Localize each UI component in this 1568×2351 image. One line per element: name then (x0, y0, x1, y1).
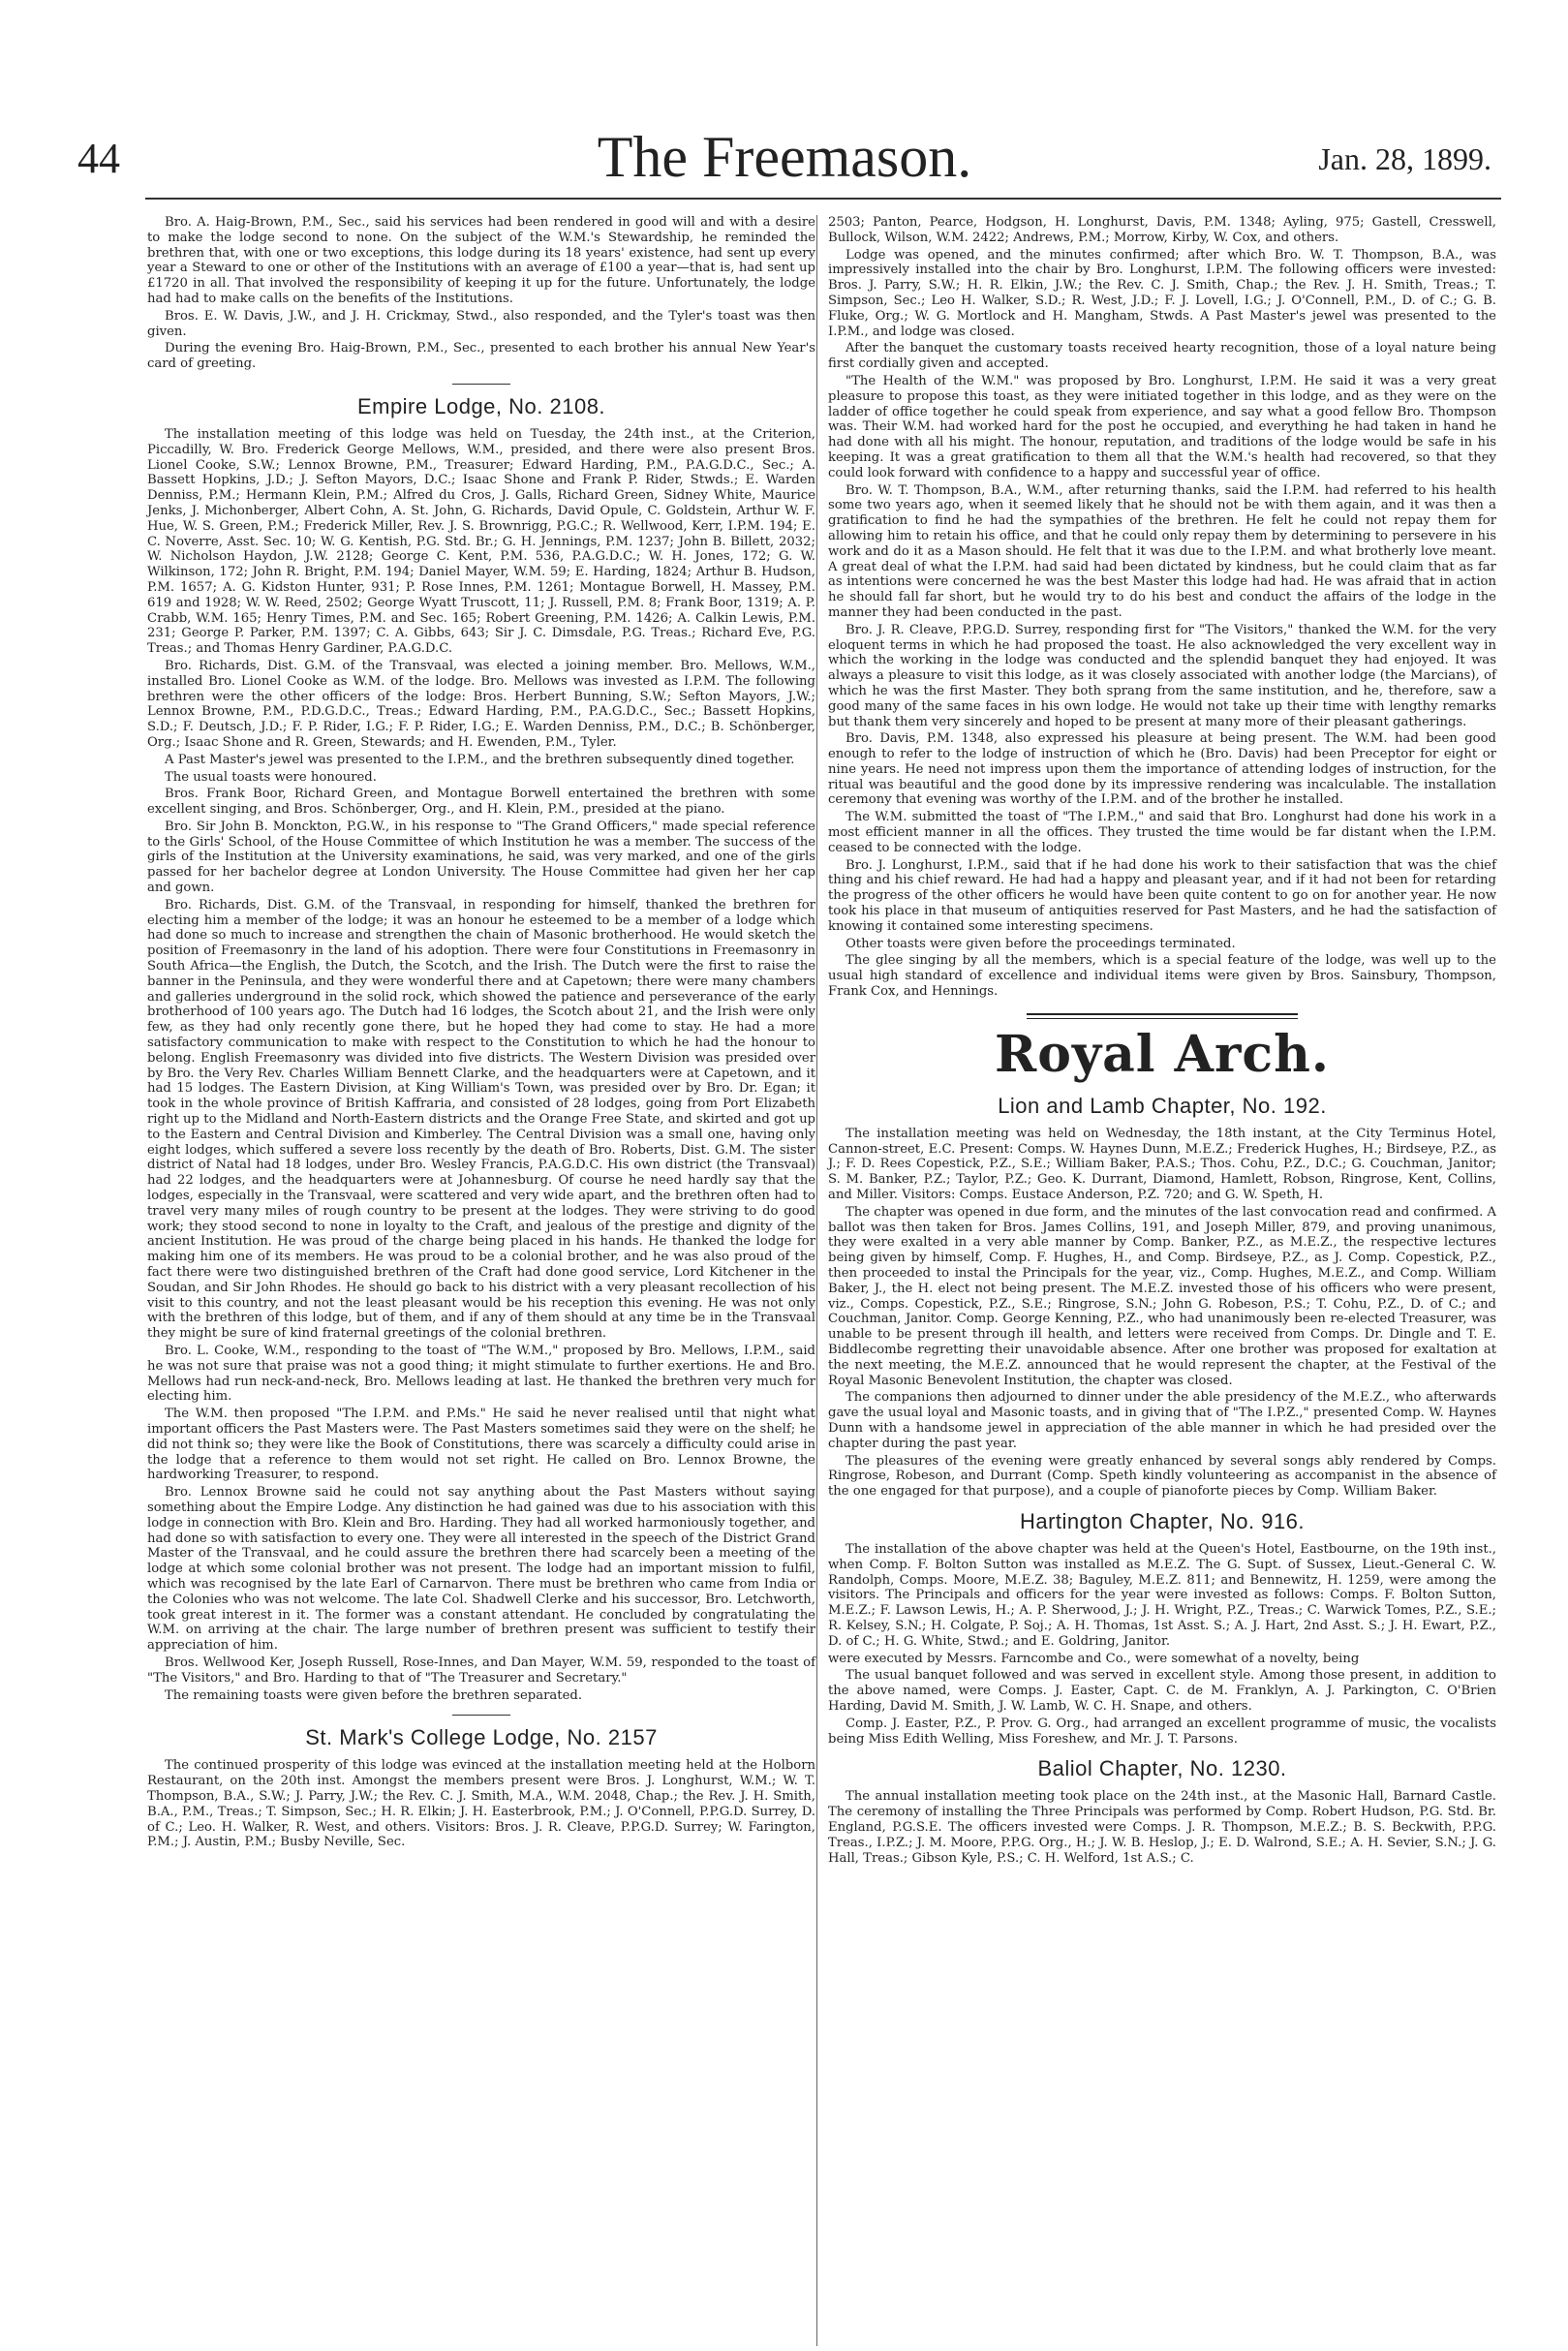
paragraph: During the evening Bro. Haig-Brown, P.M., Sec., presented to each brother his annual New Year's card of greeting. (147, 341, 815, 372)
st-marks-heading: St. Mark's College Lodge, No. 2157 (305, 1725, 658, 1750)
newspaper-title: The Freemason. (597, 125, 972, 189)
section-divider (452, 1715, 510, 1716)
empire-lodge-heading: Empire Lodge, No. 2108. (356, 393, 606, 418)
lion-and-lamb-article (828, 1127, 1496, 1500)
paragraph: The W.M. then proposed "The I.P.M. and P.Ms." He said he never realised until that night what important officers the Past Masters were. The Past Masters sometimes said they were on the shelf; he did not think so; they were like the Book of Constitutions, there was scarcely a difficulty could arise in the lodge that a reference to them would not set right. He called on Bro. Lennox Browne, the hardworking Treasurer, to respond. (147, 1407, 815, 1483)
st-marks-continued (828, 215, 1496, 1000)
masthead-rule (145, 198, 1501, 200)
paragraph: were executed by Messrs. Farncombe and Co., were somewhat of a novelty, being (828, 1651, 1360, 1666)
intro-article (147, 215, 815, 372)
section-double-rule (1027, 1013, 1298, 1019)
empire-lodge-article (147, 427, 815, 1703)
paragraph: The installation of the above chapter was held at the Queen's Hotel, Eastbourne, on the 19th inst., when Comp. F. Bolton Sutton was installed as M.E.Z. The G. Supt. of Sussex, Lieut.-General C. W. Randolph, Comps. Moore, M.E.Z. 38; Baguley, M.E.Z. 811; and Bennewitz, H. 1259, were among the visitors. The Principals and officers for the year were invested as follows: Comps. F. Bolton Sutton, M.E.Z.; F. Lawson Lewis, H.; A. P. Sherwood, J.; J. H. Wright, P.Z., Treas.; C. Warwick Tomes, P.Z., S.E.; R. Kelsey, S.N.; H. Colgate, P. Soj.; A. H. Thomas, 1st Asst. S.; A. J. Hart, 2nd Asst. S.; J. H. Ewart, P.Z., D. of C.; H. G. White, Stwd.; and E. Goldring, Janitor. (828, 1541, 1496, 1649)
hartington-article (828, 1542, 1496, 1747)
paragraph: The remaining toasts were given before the brethren separated. (165, 1687, 583, 1703)
paragraph: 2503; Panton, Pearce, Hodgson, H. Longhurst, Davis, P.M. 1348; Ayling, 975; Gastell, Cresswell, Bullock, Wilson, W.M. 2422; Andrews, P.M.; Morrow, Kirby, W. Cox, and others. (828, 215, 1496, 245)
paragraph: Bro. A. Haig-Brown, P.M., Sec., said his services had been rendered in good will and with a desire to make the lodge second to none. On the subject of the W.M.'s Stewardship, he reminded the brethren that, with one or two exceptions, this lodge during its 18 years' existence, had sent up every year a Steward to one or other of the Institutions with an average of £100 a year—that is, had sent up £1720 in all. That involved the responsibility of keeping it up for the future. Unfortunately, the lodge had had to make calls on the benefits of the Institutions. (147, 215, 815, 306)
paragraph: Other toasts were given before the proceedings terminated. (845, 936, 1236, 951)
hartington-heading: Hartington Chapter, No. 916. (1019, 1508, 1306, 1533)
issue-date: Jan. 28, 1899. (1318, 141, 1491, 176)
column-divider (816, 215, 817, 2346)
paragraph: Bro. Richards, Dist. G.M. of the Transvaal, in responding for himself, thanked the brethren for electing him a member of the lodge; it was an honour he esteemed to be a member of a lodge which had done so much to increase and strengthen the chain of Masonic brotherhood. He would sketch the position of Freemasonry in the land of his adoption. There were four Constitutions in Freemasonry in South Africa—the English, the Dutch, the Scotch, and the Irish. The Dutch were the first to raise the banner in the Peninsula, and they were wonderful there and at Capetown; there were many chambers and galleries underground in the solid rock, which showed the patience and perseverance of the early brotherhood of 100 years ago. The Dutch had 16 lodges, the Scotch about 21, and the Irish were only few, as they had only recently gone there, but he hoped they had come to stay. He had a more satisfactory communication to make with respect to the Constitution to which he had the honour to belong. English Freemasonry was divided into five districts. The Western Division was presided over by Bro. the Very Rev. Charles William Bennett Clarke, and the headquarters were at Capetown, and it had 15 lodges. The Eastern Division, at King William's Town, was presided over by Bro. Dr. Egan; it took in the whole province of British Kaffraria, and consisted of 28 lodges, going from Port Elizabeth right up to the Midland and North-Eastern districts and the Orange Free State, and skirted and got up to the Eastern and Central Division and Kimberley. The Central Division was a small one, having only eight lodges, which suffered a severe loss recently by the death of Bro. Roberts, Dist. G.M. The sister district of Natal had 18 lodges, under Bro. Wesley Francis, P.A.G.D.C. His own district (the Transvaal) had 22 lodges, and the headquarters were at Johannesburg. Of course he need hardly say that the lodges, especially in the Transvaal, were scattered and very wide apart, and the brethren often had to travel very many miles of rough country to be present at the lodges. They were striving to do good work; they stood second to none in loyalty to the Craft, and jealous of the prestige and dignity of the ancient Institution. He was proud of the charge being placed in his hands. He thanked the lodge for making him one of its members. He was proud to be a colonial brother, and he was also proud of the fact there were two distinguished brethren of the Craft had done good service, Lord Kitchener in the Soudan, and Sir John Rhodes. He should go back to his district with a very pleasant recollection of his visit to this country, and not the least pleasant would be his reception this evening. He was not only with the brethren of this lodge, but of them, and if any of them should at any time be in the Transvaal they might be sure of kind fraternal greetings of the colonial brethren. (147, 897, 815, 1342)
balliol-heading: Baliol Chapter, No. 1230. (1037, 1756, 1287, 1781)
paragraph: Lodge was opened, and the minutes confirmed; after which Bro. W. T. Thompson, B.A., was impressively installed into the chair by Bro. Longhurst, I.P.M. The following officers were invested: Bros. J. Parry, S.W.; H. R. Elkin, J.W.; the Rev. C. J. Smith, Chap.; the Rev. J. H. Smith, Treas.; T. Simpson, Sec.; Leo H. Walker, S.D.; R. West, J.D.; F. J. Lovell, I.G.; J. O'Connell, P.M., D. of C.; G. B. Fluke, Org.; W. G. Mortlock and H. Mangham, Stwds. A Past Master's jewel was presented to the I.P.M., and lodge was closed. (828, 247, 1496, 339)
paragraph: Bro. J. Longhurst, I.P.M., said that if he had done his work to their satisfaction that was the chief thing and his chief reward. He had had a happy and pleasant year, and if it had not been for retarding the progress of the other officers he would have been quite content to go on for another year. He now took his place in that museum of antiquities reserved for Past Masters, and he had the satisfaction of knowing it contained some interesting specimens. (828, 857, 1496, 934)
paragraph: Bro. W. T. Thompson, B.A., W.M., after returning thanks, said the I.P.M. had referred to his health some two years ago, when it seemed likely that he should not be with them again, and it was then a gratification to find he had the sympathies of the brethren. He felt he could not repay them for allowing him to retain his office, and that he could only repay them by determining to persevere in his work and do it as a Mason should. He felt that it was due to the I.P.M. and what brotherly love meant. A great deal of what the I.P.M. had said had been dictated by kindness, but he could claim that as far as intentions were concerned he was the best Master this lodge had had. He was afraid that in action he should fall far short, but he would try to do his best and conduct the affairs of the lodge in the manner they had been conducted in the past. (828, 482, 1496, 620)
paragraph: Bro. J. R. Cleave, P.P.G.D. Surrey, responding first for "The Visitors," thanked the W.M. for the very eloquent terms in which he had proposed the toast. He also acknowledged the very excellent way in which the working in the lodge was conducted and the splendid banquet they had enjoyed. It was always a pleasure to visit this lodge, as it was closely associated with another lodge (the Marcians), of which he was the first Master. They both sprang from the same institution, and he, therefore, saw a good many of the same faces in his own lodge. He would not take up their time with lengthy remarks but thank them very sincerely and hoped to be present at many more of their pleasant gatherings. (828, 622, 1496, 729)
paragraph: The usual banquet followed and was served in excellent style. Among those present, in addition to the above named, were Comps. J. Easter, Capt. C. de M. Franklyn, A. J. Parkington, C. O'Brien Harding, David M. Smith, J. W. Lamb, W. C. H. Snape, and others. (828, 1668, 1496, 1714)
balliol-article (828, 1789, 1496, 1866)
lion-and-lamb-heading: Lion and Lamb Chapter, No. 192. (998, 1093, 1327, 1118)
paragraph: The chapter was opened in due form, and the minutes of the last convocation read and confirmed. A ballot was then taken for Bros. James Collins, 191, and Joseph Miller, 879, and proving unanimous, they were exalted in a very able manner by Comp. Banker, P.Z., as M.E.Z., the respective lectures being given by himself, Comp. F. Hughes, H., and Comp. Birdseye, P.Z., as J. Comp. Copestick, P.Z., then proceeded to instal the Principals for the year, viz., Comp. Hughes, M.E.Z., and Comp. William Baker, J., the H. elect not being present. The M.E.Z. invested those of his officers who were present, viz., Comps. Copestick, P.Z., S.E.; Ringrose, S.N.; John G. Robeson, P.S.; T. Cohu, P.Z., D. of C.; and Couchman, Janitor. Comp. George Kenning, P.Z., who had unanimously been re-elected Treasurer, was unable to be present through ill health, and letters were received from Comps. Dr. Dingle and T. E. Biddlecombe regretting their unavoidable absence. After one brother was proposed for exaltation at the next meeting, the M.E.Z. announced that he would represent the chapter, at the Festival of the Royal Masonic Benevolent Institution, the chapter was closed. (828, 1204, 1496, 1388)
paragraph: The W.M. submitted the toast of "The I.P.M.," and said that Bro. Longhurst had done his work in a most efficient manner in all the offices. They trusted the time would be far distant when the I.P.M. ceased to be connected with the lodge. (828, 810, 1496, 855)
left-column (147, 215, 815, 1852)
paragraph: Bro. Davis, P.M. 1348, also expressed his pleasure at being present. The W.M. had been good enough to refer to the lodge of instruction of which he (Bro. Davis) had been Preceptor for eight or nine years. He need not impress upon them the importance of attending lodges of instruction, for the ritual was beautiful and the good done by its impressive rendering was incalculable. The installation ceremony that evening was worthy of the I.P.M. and of the brother he installed. (828, 731, 1496, 808)
paragraph: Bros. Frank Boor, Richard Green, and Montague Borwell entertained the brethren with some excellent singing, and Bros. Schönberger, Org., and H. Klein, P.M., presided at the piano. (147, 787, 815, 818)
right-column (828, 215, 1496, 1868)
paragraph: After the banquet the customary toasts received hearty recognition, those of a loyal nature being first cordially given and accepted. (828, 341, 1496, 372)
paragraph: Bro. Lennox Browne said he could not say anything about the Past Masters without saying something about the Empire Lodge. Any distinction he had gained was due to his association with this lodge in connection with Bro. Klein and Bro. Harding. They had all worked harmoniously together, and had done so with satisfaction to every one. They were all interested in the speech of the District Grand Master of the Transvaal, and he could assure the brethren there had scarcely been a meeting of the lodge at which some colonial brother was not present. The lodge had an important mission to fulfil, which was recognised by the late Earl of Carnarvon. There must be brethren who came from India or the Colonies who was not welcome. The late Col. Shadwell Clerke and his successor, Bro. Letchworth, took great interest in it. The former was a constant attendant. He concluded by congratulating the W.M. on arriving at the chair. The large number of brethren present was sufficient to testify their appreciation of him. (147, 1485, 815, 1654)
paragraph: Bro. Sir John B. Monckton, P.G.W., in his response to "The Grand Officers," made special reference to the Girls' School, of the House Committee of which Institution he was a member. The success of the girls of the Institution at the University examinations, he said, was very marked, and one of the girls passed for her bachelor degree at London University. The House Committee had given her her cap and gown. (147, 819, 815, 896)
royal-arch-heading: Royal Arch. (995, 1024, 1330, 1084)
paragraph: The installation meeting of this lodge was held on Tuesday, the 24th inst., at the Criterion, Piccadilly, W. Bro. Frederick George Mellows, W.M., presided, and there were also present Bros. Lionel Cooke, S.W.; Lennox Browne, P.M., Treasurer; Edward Harding, P.M., P.A.G.D.C., Sec.; A. Bassett Hopkins, J.D.; J. Sefton Mayors, D.C.; Isaac Shone and Frank P. Rider, Stwds.; E. Warden Denniss, P.M.; Hermann Klein, P.M.; Alfred du Cros, J. Galls, Richard Green, Sidney White, Maurice Jenks, J. Michonberger, Albert Cohn, A. St. John, G. Richards, David Opule, C. Goldstein, Arthur W. F. Hue, W. S. Green, P.M.; Frederick Miller, Rev. J. S. Brownrigg, P.G.C.; R. Wellwood, Kerr, I.P.M. 194; E. C. Noverre, Asst. Sec. 10; W. G. Kentish, P.G. Std. Br.; G. H. Jennings, P.M. 1237; John B. Billett, 2032; W. Nicholson Haydon, J.W. 2128; George C. Kent, P.M. 536, P.A.G.D.C.; W. H. Jones, 172; G. W. Wilkinson, 172; John R. Bright, P.M. 194; Daniel Mayer, W.M. 59; E. Harding, 1824; Arthur B. Hudson, P.M. 1657; A. G. Kidston Hunter, 931; P. Rose Innes, P.M. 1261; Montague Borwell, H. Massey, P.M. 619 and 1928; W. W. Reed, 2502; George Wyatt Truscott, 11; J. Russell, P.M. 8; Frank Boor, 1319; A. P. Crabb, W.M. 165; Henry Times, P.M. and Sec. 165; Robert Greening, P.M. 1426; A. Calkin Lewis, P.M. 231; George P. Parker, P.M. 1397; C. A. Gibbs, 643; Sir J. C. Dimsdale, P.G. Treas.; Richard Eve, P.G. Treas.; and Thomas Henry Gardiner, P.A.G.D.C. (147, 426, 815, 657)
paragraph: Bro. L. Cooke, W.M., responding to the toast of "The W.M.," proposed by Bro. Mellows, I.P.M., said he was not sure that praise was not a good thing; it might stimulate to further exertions. He and Bro. Mellows had run neck-and-neck, Bro. Mellows leading at last. He thanked the brethren very much for electing him. (147, 1343, 815, 1405)
paragraph: Bros. E. W. Davis, J.W., and J. H. Crickmay, Stwd., also responded, and the Tyler's toast was then given. (147, 308, 815, 339)
paragraph: Comp. J. Easter, P.Z., P. Prov. G. Org., had arranged an excellent programme of music, the vocalists being Miss Edith Welling, Miss Foreshew, and Mr. J. T. Parsons. (828, 1716, 1496, 1747)
st-marks-article (147, 1758, 815, 1850)
paragraph: The annual installation meeting took place on the 24th inst., at the Masonic Hall, Barnard Castle. The ceremony of installing the Three Principals was performed by Comp. Robert Hudson, P.G. Std. Br. England, P.G.S.E. The officers invested were Comps. J. R. Thompson, M.E.Z.; B. S. Beckwith, P.P.G. Treas., I.P.Z.; J. M. Moore, P.P.G. Org., H.; J. W. B. Heslop, J.; E. D. Walrond, S.E.; A. H. Sevier, S.N.; J. G. Hall, Treas.; Gibson Kyle, P.S.; C. H. Welford, 1st A.S.; C. (828, 1789, 1496, 1866)
paragraph: The companions then adjourned to dinner under the able presidency of the M.E.Z., who afterwards gave the usual loyal and Masonic toasts, and in giving that of "The I.P.Z.," presented Comp. W. Haynes Dunn with a handsome jewel in appreciation of the able manner in which he had presided over the chapter during the past year. (828, 1390, 1496, 1451)
masthead (77, 124, 1491, 192)
paragraph: The installation meeting was held on Wednesday, the 18th instant, at the City Terminus Hotel, Cannon-street, E.C. Present: Comps. W. Haynes Dunn, M.E.Z.; Frederick Hughes, H.; Birdseye, P.Z., as J.; F. D. Rees Copestick, P.Z., S.E.; William Baker, P.A.S.; Thos. Cohu, P.Z., D.C.; G. Couchman, Janitor; S. M. Banker, P.Z.; Taylor, P.Z.; Geo. K. Durrant, Diamond, Hamlett, Robson, Ringrose, Kent, Collins, and Miller. Visitors: Comps. Eustace Anderson, P.Z. 720; and G. W. Speth, H. (828, 1126, 1496, 1203)
paragraph: A Past Master's jewel was presented to the I.P.M., and the brethren subsequently dined together. (165, 752, 795, 767)
paragraph: The continued prosperity of this lodge was evinced at the installation meeting held at the Holborn Restaurant, on the 20th inst. Amongst the members present were Bros. J. Longhurst, W.M.; W. T. Thompson, B.A., S.W.; J. Parry, J.W.; the Rev. C. J. Smith, M.A., W.M. 2048, Chap.; the Rev. J. H. Smith, B.A., P.M., Treas.; T. Simpson, Sec.; H. R. Elkin; J. H. Easterbrook, P.M.; J. O'Connell, P.P.G.D. Surrey, D. of C.; Leo. H. Walker, R. West, and others. Visitors: Bros. J. R. Cleave, P.P.G.D. Surrey; W. Farington, P.M.; J. Austin, P.M.; Busby Neville, Sec. (147, 1758, 815, 1850)
paragraph: Bro. Richards, Dist. G.M. of the Transvaal, was elected a joining member. Bro. Mellows, W.M., installed Bro. Lionel Cooke as W.M. of the lodge. Bro. Mellows was invested as I.P.M. The following brethren were the other officers of the lodge: Bros. Herbert Bunning, S.W.; Sefton Mayors, J.W.; Lennox Browne, P.M., P.D.G.D.C., Treas.; Edward Harding, P.M., P.A.G.D.C., Sec.; Bassett Hopkins, S.D.; F. Deutsch, J.D.; F. P. Rider, I.G.; F. P. Rider, I.G.; E. Warden Denniss, P.M., D.C.; B. Schönberger, Org.; Isaac Shone and R. Green, Stewards; and H. Ewenden, P.M., Tyler. (147, 658, 815, 750)
paragraph: Bros. Wellwood Ker, Joseph Russell, Rose-Innes, and Dan Mayer, W.M. 59, responded to the toast of "The Visitors," and Bro. Harding to that of "The Treasurer and Secretary." (147, 1655, 815, 1686)
section-divider (452, 384, 510, 385)
page-number: 44 (77, 135, 120, 182)
paragraph: The usual toasts were honoured. (165, 769, 377, 785)
paragraph: The pleasures of the evening were greatly enhanced by several songs ably rendered by Comps. Ringrose, Robeson, and Durrant (Comp. Speth kindly volunteering as accompanist in the absence of the one engaged for that purpose), and a couple of pianoforte pieces by Comp. William Baker. (828, 1453, 1496, 1500)
paragraph: The glee singing by all the members, which is a special feature of the lodge, was well up to the usual high standard of excellence and individual items were given by Bros. Sainsbury, Thompson, Frank Cox, and Hennings. (828, 953, 1496, 1000)
paragraph: "The Health of the W.M." was proposed by Bro. Longhurst, I.P.M. He said it was a very great pleasure to propose this toast, as they were initiated together in this lodge, and as they were on the ladder of office together he could speak from experience, and say what a good fellow Bro. Thompson was. Their W.M. had worked hard for the post he occupied, and everything he had taken in hand he had done with all his might. The honour, reputation, and traditions of the lodge would be safe in his keeping. It was a great gratification to them all that the W.M.'s health had recovered, so that they could look forward with confidence to a happy and successful year of office. (828, 373, 1496, 480)
